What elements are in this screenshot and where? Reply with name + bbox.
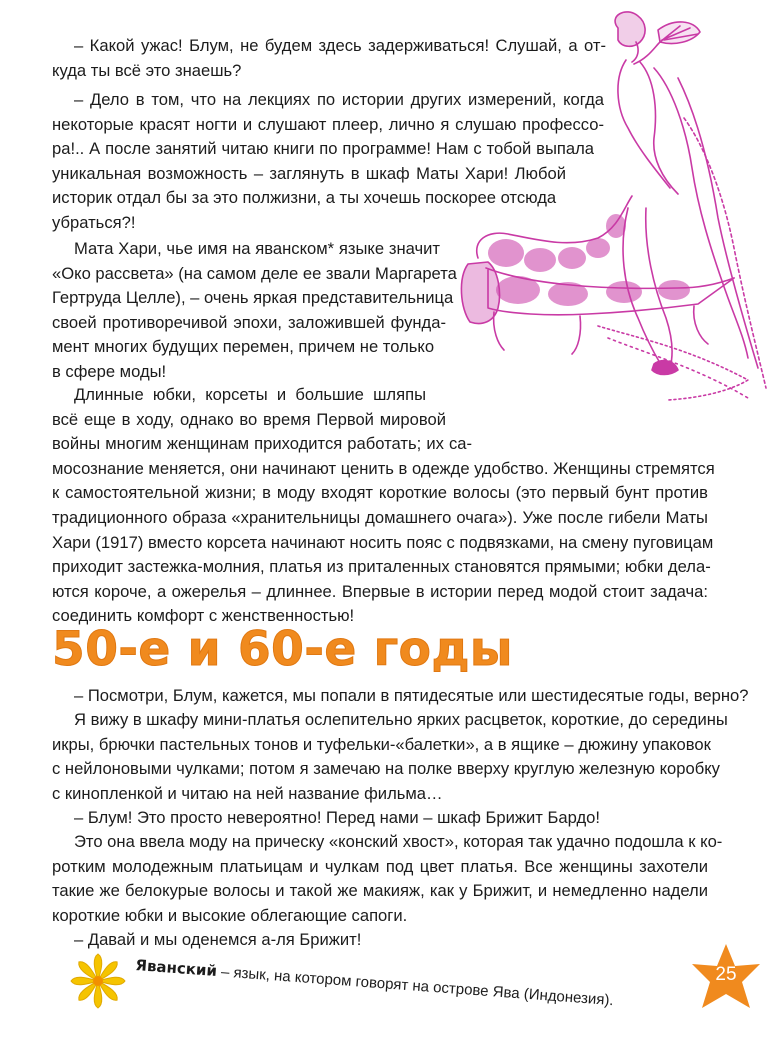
text-line: Хари (1917) вместо корсета начинают носить пояс с подвязками, на смену пуговицам bbox=[52, 532, 714, 552]
text-line: «Око рассвета» (на самом деле ее звали Маргарета bbox=[52, 263, 457, 283]
text-line: – Посмотри, Блум, кажется, мы попали в пятидесятые или шестидесятые годы, верно? bbox=[74, 686, 749, 705]
text-line: своей противоречивой эпохи, заложившей фунда- bbox=[52, 312, 446, 332]
text-line: такие же белокурые волосы и такой же макияж, как у Брижит, и немедленно надели bbox=[52, 881, 708, 901]
text-line: – Блум! Это просто невероятно! Перед нами – шкаф Брижит Бардо! bbox=[74, 808, 600, 827]
text-line: Мата Хари, чье имя на яванском* языке значит bbox=[74, 239, 440, 258]
text-line: Гертруда Целле), – очень яркая представительница bbox=[52, 288, 454, 308]
body-paragraph bbox=[52, 237, 457, 385]
text-line: ротким молодежным платьицам и чулкам под цвет платья. Все женщины захотели bbox=[52, 856, 708, 876]
text-line: в сфере моды! bbox=[52, 361, 167, 381]
text-line: некоторые красят ногти и слушают плеер, лично я слушаю профессо- bbox=[52, 114, 604, 134]
body-paragraph bbox=[52, 708, 728, 806]
text-line: куда ты всё это знаешь? bbox=[52, 60, 242, 80]
dialogue-paragraph bbox=[52, 88, 604, 236]
text-line: войны многим женщинам приходится работать; их са- bbox=[52, 434, 472, 454]
text-line: – Какой ужас! Блум, не будем здесь задерживаться! Слушай, а от- bbox=[74, 36, 606, 55]
text-line: икры, брючки пастельных тонов и туфельки-«балетки», а в ящике – дюжину упаковок bbox=[52, 734, 711, 754]
text-line: к самостоятельной жизни; в моду входят короткие волосы (это первый бунт против bbox=[52, 483, 708, 503]
body-paragraph bbox=[52, 830, 723, 928]
dialogue-paragraph bbox=[74, 806, 708, 831]
text-line: – Давай и мы оденемся а-ля Брижит! bbox=[74, 930, 362, 949]
section-heading: 50-е и 60-е годы bbox=[52, 622, 513, 677]
text-line: приходит застежка-молния, платья из приталенных становятся прямыми; юбки дела- bbox=[52, 557, 711, 577]
text-line: соединить комфорт с женственностью! bbox=[52, 606, 355, 626]
flower-icon bbox=[68, 952, 128, 1010]
text-line: мосознание меняется, они начинают ценить в одежде удобство. Женщины стремятся bbox=[52, 458, 715, 478]
dialogue-paragraph bbox=[74, 928, 708, 953]
text-line: уникальная возможность – заглянуть в шкаф Маты Хари! Любой bbox=[52, 163, 566, 183]
dialogue-paragraph bbox=[52, 34, 606, 83]
text-line: ра!.. А после занятий читаю книги по программе! Нам с тобой выпала bbox=[52, 139, 594, 159]
text-line: короткие юбки и высокие облегающие сапоги. bbox=[52, 905, 408, 925]
text-line: Я вижу в шкафу мини-платья ослепительно ярких расцветок, короткие, до середины bbox=[74, 710, 728, 729]
text-line: ются короче, а ожерелья – длиннее. Впервые в истории перед модой стоит задача: bbox=[52, 581, 708, 601]
text-line: мент многих будущих перемен, причем не только bbox=[52, 337, 435, 357]
footnote bbox=[132, 956, 615, 1050]
text-line: всё еще в ходу, однако во время Первой мировой bbox=[52, 409, 446, 429]
text-line: с нейлоновыми чулками; потом я замечаю на полке вверху круглую железную коробку bbox=[52, 759, 720, 779]
text-line: традиционного образа «хранительницы домашнего очага»). Уже после гибели Маты bbox=[52, 507, 708, 527]
text-line: Это она ввела моду на прическу «конский хвост», которая так удачно подошла к ко- bbox=[74, 832, 723, 851]
text-line: историк отдал бы за это полжизни, а ты хочешь поскорее отсюда bbox=[52, 188, 557, 208]
dialogue-paragraph bbox=[74, 684, 749, 709]
footnote-definition: – язык, на котором говорят на острове Ява (Индонезия). bbox=[216, 963, 615, 1010]
text-line: Длинные юбки, корсеты и большие шляпы bbox=[74, 385, 426, 404]
footnote-term: Яванский bbox=[134, 956, 218, 981]
text-line: с кинопленкой и читаю на ней название фильма… bbox=[52, 783, 443, 803]
body-paragraph bbox=[52, 383, 715, 629]
text-line: убраться?! bbox=[52, 212, 136, 232]
text-line: – Дело в том, что на лекциях по истории других измерений, когда bbox=[74, 90, 604, 109]
page-number: 25 bbox=[715, 964, 737, 985]
